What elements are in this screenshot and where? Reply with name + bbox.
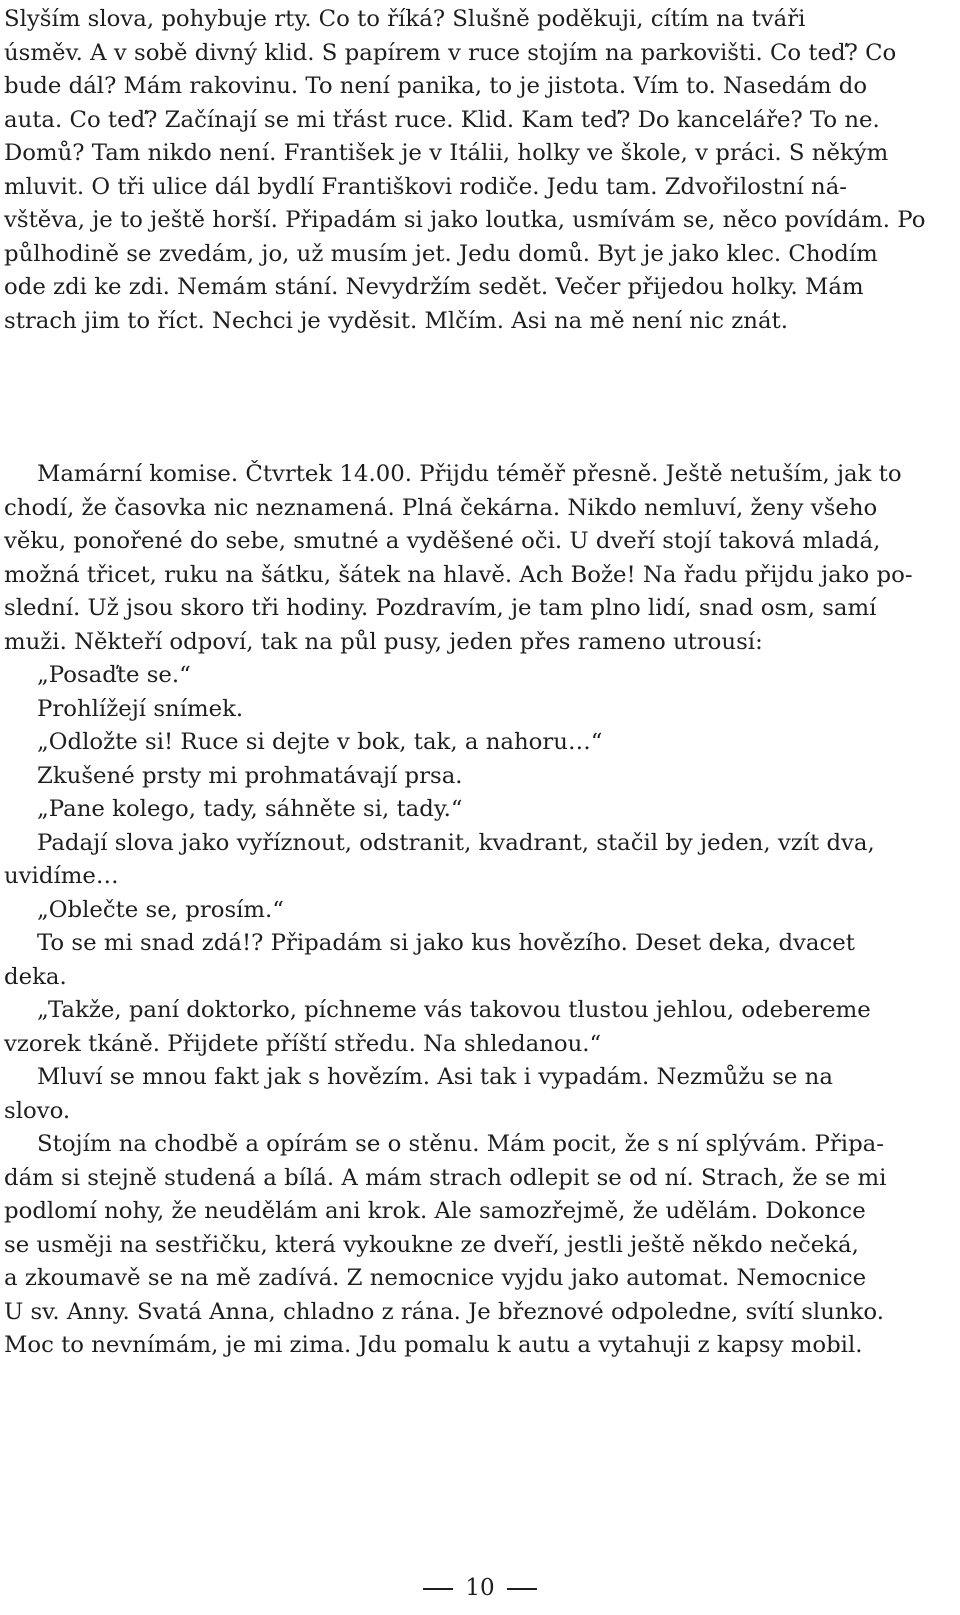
text-line: Slyším slova, pohybuje rty. Co to říká? Slušně poděkuji, cítím na tváři bbox=[4, 6, 806, 32]
left-dash bbox=[423, 1588, 453, 1590]
text-line: deka. bbox=[4, 963, 67, 990]
text-line: úsměv. A v sobě divný klid. S papírem v ruce stojím na parkovišti. Co teď? Co bbox=[4, 39, 897, 66]
text-line: mluvit. O tři ulice dál bydlí Františkovi rodiče. Jedu tam. Zdvořilostní ná- bbox=[4, 173, 847, 200]
text-line: slovo. bbox=[4, 1097, 71, 1124]
text-line: chodí, že časovka nic neznamená. Plná čekárna. Nikdo nemluví, ženy všeho bbox=[4, 494, 878, 521]
text-line: půlhodině se zvedám, jo, už musím jet. Jedu domů. Byt je jako klec. Chodím bbox=[4, 240, 878, 267]
text-line: Padají slova jako vyříznout, odstranit, kvadrant, stačil by jeden, vzít dva, bbox=[37, 829, 875, 856]
text-line: se usměji na sestřičku, která vykoukne ze dveří, jestli ještě někdo nečeká, bbox=[4, 1231, 859, 1258]
text-line: bude dál? Mám rakovinu. To není panika, to je jistota. Vím to. Nasedám do bbox=[4, 73, 868, 99]
text-line: Zkušené prsty mi prohmatávají prsa. bbox=[37, 762, 463, 789]
page-number: 10 bbox=[465, 1575, 495, 1601]
text-line: možná třicet, ruku na šátku, šátek na hlavě. Ach Bože! Na řadu přijdu jako po- bbox=[4, 561, 913, 588]
text-line: „Takže, paní doktorko, píchneme vás takovou tlustou jehlou, odebereme bbox=[37, 997, 871, 1023]
text-line: Mamární komise. Čtvrtek 14.00. Přijdu téměř přesně. Ještě netuším, jak to bbox=[37, 461, 902, 487]
text-line: muži. Někteří odpoví, tak na půl pusy, jeden přes rameno utrousí: bbox=[4, 628, 763, 655]
text-line: Domů? Tam nikdo není. František je v Itálii, holky ve škole, v práci. S někým bbox=[4, 140, 889, 166]
text-line: „Oblečte se, prosím.“ bbox=[37, 896, 284, 923]
text-line: Moc to nevnímám, je mi zima. Jdu pomalu k autu a vytahuji z kapsy mobil. bbox=[4, 1332, 863, 1358]
text-line: U sv. Anny. Svatá Anna, chladno z rána. Je březnové odpoledne, svítí slunko. bbox=[4, 1298, 884, 1325]
text-line: „Pane kolego, tady, sáhněte si, tady.“ bbox=[37, 796, 463, 822]
text-line: „Odložte si! Ruce si dejte v bok, tak, a nahoru…“ bbox=[37, 729, 603, 755]
text-line: To se mi snad zdá!? Připadám si jako kus hovězího. Deset deka, dvacet bbox=[37, 930, 855, 956]
text-line: a zkoumavě se na mě zadívá. Z nemocnice vyjdu jako automat. Nemocnice bbox=[4, 1265, 867, 1291]
text-line: vštěva, je to ještě horší. Připadám si jako loutka, usmívám se, něco povídám. Po bbox=[4, 207, 926, 233]
text-line: Mluví se mnou fakt jak s hovězím. Asi tak i vypadám. Nezmůžu se na bbox=[37, 1064, 833, 1090]
text-line: dám si stejně studená a bílá. A mám strach odlepit se od ní. Strach, že se mi bbox=[4, 1164, 887, 1191]
text-line: věku, ponořené do sebe, smutné a vyděšené oči. U dveří stojí taková mladá, bbox=[4, 528, 881, 554]
text-line: uvidíme… bbox=[4, 863, 119, 889]
text-line: Prohlížejí snímek. bbox=[37, 695, 244, 722]
page-number-footer bbox=[0, 1572, 960, 1604]
paragraph-block-2 bbox=[0, 458, 930, 1363]
text-line: Stojím na chodbě a opírám se o stěnu. Mám pocit, že s ní splývám. Připa- bbox=[37, 1131, 884, 1157]
text-line: podlomí nohy, že neudělám ani krok. Ale samozřejmě, že udělám. Dokonce bbox=[4, 1198, 866, 1224]
right-dash bbox=[507, 1588, 537, 1590]
text-line: vzorek tkáně. Přijdete příští středu. Na shledanou.“ bbox=[4, 1030, 602, 1057]
text-line: „Posaďte se.“ bbox=[37, 662, 191, 688]
text-line: ode zdi ke zdi. Nemám stání. Nevydržím sedět. Večer přijedou holky. Mám bbox=[4, 274, 864, 300]
text-line: auta. Co teď? Začínají se mi třást ruce. Klid. Kam teď? Do kanceláře? To ne. bbox=[4, 106, 880, 133]
text-line: slední. Už jsou skoro tři hodiny. Pozdravím, je tam plno lidí, snad osm, samí bbox=[4, 595, 877, 621]
text-line: strach jim to říct. Nechci je vyděsit. Mlčím. Asi na mě není nic znát. bbox=[4, 307, 788, 334]
paragraph-block-1 bbox=[0, 3, 930, 338]
